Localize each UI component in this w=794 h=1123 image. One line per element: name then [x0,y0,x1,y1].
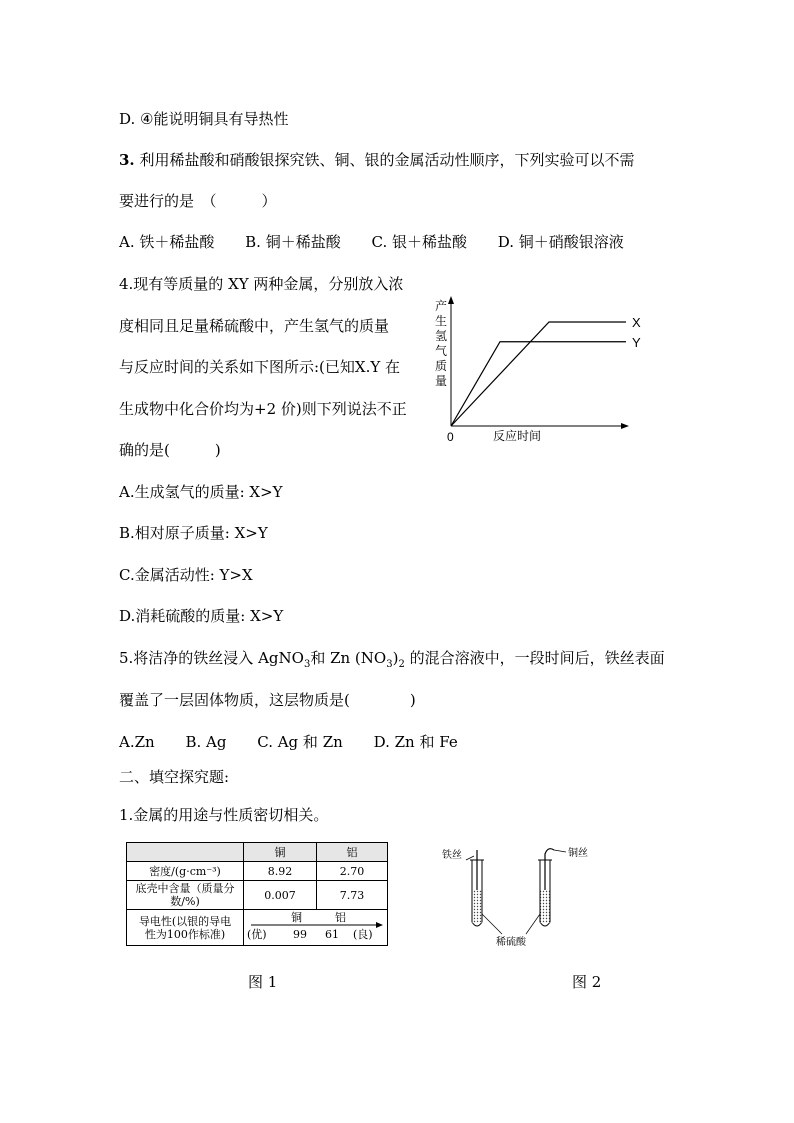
series-label-y: Y [632,334,641,350]
q4-option-a: A.生成氢气的质量: X>Y [119,483,283,501]
q5-text-d: 的混合溶液中，一段时间后，铁丝表面 [404,649,665,667]
row-density-label: 密度/(g·cm⁻³) [127,862,244,881]
scale-v1: 99 [292,928,307,941]
section-title: 二、填空探究题: [119,768,230,786]
table-header-al: 铝 [317,843,388,862]
q3-number: 3. [119,151,135,169]
q4-option-c: C.金属活动性: Y>X [119,566,253,584]
q3-line2: 要进行的是 （ ） [119,192,277,210]
scale-v2: 61 [324,928,339,941]
scale-al-label: 铝 [334,911,346,924]
acid-liquid-right [541,890,550,923]
hydrogen-time-chart [430,296,660,446]
figure-2-caption: 图 2 [572,973,602,991]
row-density-cu: 8.92 [244,862,317,881]
y-axis-label-text: 产生氢气质量 [435,299,448,388]
q5-options [119,732,484,752]
conduct-label-line1: 导电性(以银的导电 [138,914,232,928]
q5-option-c: C. Ag 和 Zn [257,733,343,751]
q5-option-a: A.Zn [119,733,155,751]
q5-sub-3: 2 [398,659,405,670]
scale-arrow-head [376,922,383,928]
y-axis-label [435,298,447,388]
scale-left: (优) [246,928,267,941]
q5-text-c: ) [392,649,399,667]
series-line-x [451,322,626,426]
x-axis-arrow [621,423,629,429]
scale-cu-label: 铜 [290,911,302,924]
figure-1-table [126,842,388,951]
acid-liquid-left [473,890,482,923]
fe-wire-label: 铁丝 [442,850,462,861]
fill-q1: 1.金属的用途与性质密切相关。 [119,806,329,824]
q5-line2: 覆盖了一层固体物质，这层物质是( ) [119,691,416,709]
row-density-al: 2.70 [317,862,388,881]
q4-line3: 与反应时间的关系如下图所示:(已知X.Y 在 [119,358,401,376]
row-content-al: 7.73 [317,881,388,910]
q2-option-d: D. ④能说明铜具有导热性 [119,110,289,128]
figure-2-tubes [440,842,600,952]
conduct-scale [245,910,387,942]
table-header-empty [127,843,244,862]
q4-option-d: D.消耗硫酸的质量: X>Y [119,607,284,625]
q3-option-c: C. 银＋稀盐酸 [371,233,467,251]
q3-option-d: D. 铜＋硝酸银溶液 [497,233,624,251]
q4-line2: 度相同且足量稀硫酸中，产生氢气的质量 [119,317,390,335]
x-axis-label: 反应时间 [493,429,542,443]
series-label-x: X [632,315,641,330]
right-test-tube [538,849,566,926]
q3-stem: 利用稀盐酸和硝酸银探究铁、铜、银的金属活动性顺序，下列实验可以不需 [139,151,635,169]
q4-line5: 确的是( ) [119,441,221,459]
q5-option-b: B. Ag [185,733,227,751]
acid-label: 稀硫酸 [496,937,526,948]
q5-sub-1: 3 [303,659,311,670]
y-axis-arrow [448,296,454,304]
q3-line1 [119,150,634,170]
scale-right: (良) [352,928,373,941]
series-line-y [451,342,626,426]
row-content-cu: 0.007 [244,881,317,910]
left-test-tube [466,850,484,926]
row-content-label: 底壳中含量（质量分数/%) [127,881,244,910]
q3-option-a: A. 铁＋稀盐酸 [119,233,215,251]
q3-options [119,232,650,252]
table-header-cu: 铜 [244,843,317,862]
conduct-scale-cell [244,910,388,946]
origin-label: 0 [447,430,454,444]
figure-1-caption: 图 1 [248,973,278,991]
q3-option-b: B. 铜＋稀盐酸 [245,233,341,251]
q5-sub-2: 3 [386,659,393,670]
q5-text-a: 5.将洁净的铁丝浸入 AgNO [119,649,304,667]
row-conduct-label [127,910,244,946]
q5-line1 [119,648,665,675]
q4-line1: 4.现有等质量的 XY 两种金属，分别放入浓 [119,275,404,293]
q5-text-b: 和 Zn (NO [310,649,387,667]
q5-option-d: D. Zn 和 Fe [373,733,458,751]
cu-wire-label: 铜丝 [568,848,588,859]
conduct-label-line2: 性为100作标准) [144,927,226,941]
q4-line4: 生成物中化合价均为+2 价)则下列说法不正 [119,400,407,418]
q4-option-b: B.相对原子质量: X>Y [119,524,268,542]
